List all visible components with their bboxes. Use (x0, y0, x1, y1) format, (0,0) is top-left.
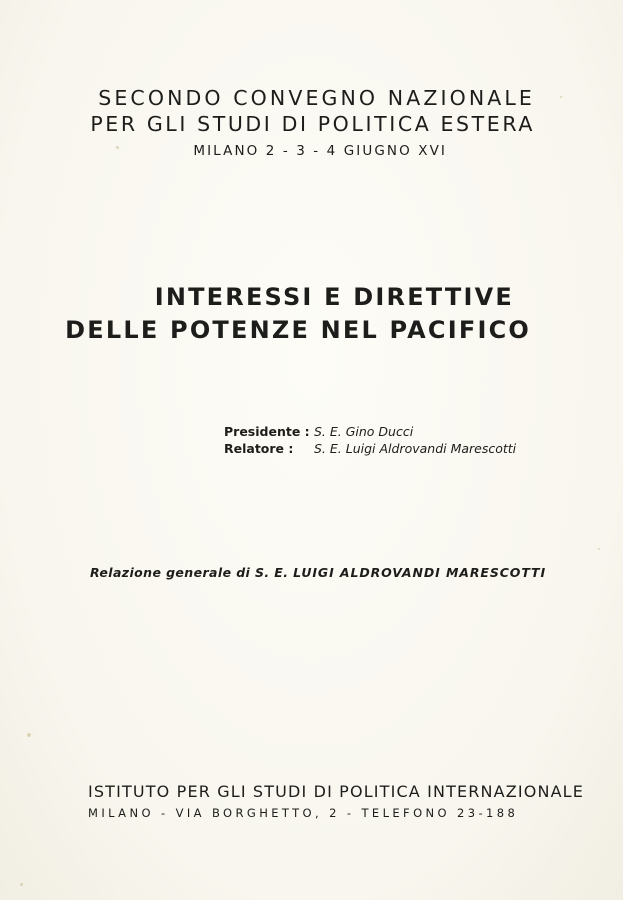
conference-dates: MILANO 2 - 3 - 4 GIUGNO XVI (193, 143, 447, 159)
paper-speck (116, 146, 119, 149)
report-title-line-2: DELLE POTENZE NEL PACIFICO (65, 316, 531, 344)
paper-speck (560, 96, 562, 98)
relatore-name: S. E. Luigi Aldrovandi Marescotti (314, 441, 517, 456)
publisher-name: ISTITUTO PER GLI STUDI DI POLITICA INTERNAZIONALE (88, 782, 585, 801)
presidente-row (224, 423, 516, 440)
general-report-author: LUIGI ALDROVANDI MARESCOTTI (293, 565, 547, 580)
presidente-name: S. E. Gino Ducci (314, 424, 414, 439)
conference-title-line-1: SECONDO CONVEGNO NAZIONALE (98, 86, 535, 110)
presidente-label: Presidente : (224, 424, 310, 439)
paper-speck (20, 883, 23, 886)
relatore-label: Relatore : (224, 441, 294, 456)
report-title-line-1: INTERESSI E DIRETTIVE (154, 283, 514, 311)
relatore-row (224, 440, 516, 457)
publisher-address: MILANO - VIA BORGHETTO, 2 - TELEFONO 23-188 (88, 806, 519, 820)
paper-speck (598, 548, 600, 550)
conference-title-line-2: PER GLI STUDI DI POLITICA ESTERA (90, 112, 535, 136)
general-report-line (90, 565, 546, 580)
roles-block (224, 423, 516, 457)
paper-speck (27, 733, 31, 737)
general-report-prefix: Relazione generale di S. E. (90, 565, 289, 580)
